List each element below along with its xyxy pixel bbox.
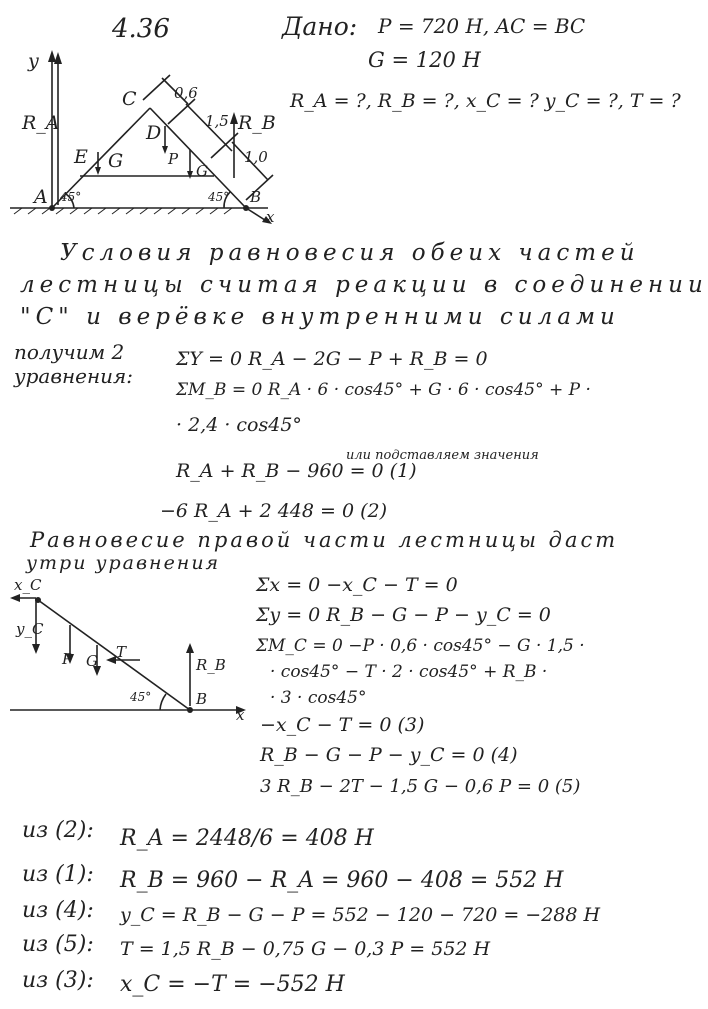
find-list: R_A = ?, R_B = ?, x_C = ? y_C = ?, T = ? bbox=[290, 90, 681, 112]
fig2-rb-label: R_B bbox=[196, 656, 226, 674]
given-label: Дано: bbox=[282, 12, 358, 41]
eq2-sum-y: Σy = 0 R_B − G − P − y_C = 0 bbox=[256, 604, 551, 626]
eq2-sum-x: Σx = 0 −x_C − T = 0 bbox=[256, 574, 458, 596]
conditions-line-4: получим 2 bbox=[14, 340, 125, 364]
equation-1: R_A + R_B − 960 = 0 (1) bbox=[176, 460, 417, 482]
y-axis-label: y bbox=[28, 50, 39, 72]
solution-2: R_A = 2448/6 = 408 H bbox=[120, 826, 374, 851]
eq-sum-mb-cont: · 2,4 · cos45° bbox=[176, 414, 302, 436]
given-g: G = 120 H bbox=[368, 48, 481, 72]
equation-2: −6 R_A + 2 448 = 0 (2) bbox=[160, 500, 388, 522]
b-label: B bbox=[250, 188, 262, 206]
conditions-line-1: Условия равновесия обеих частей bbox=[60, 240, 640, 266]
conditions-line-5: уравнения: bbox=[14, 364, 134, 388]
ra-label: R_A bbox=[22, 112, 60, 134]
fig2-b-label: B bbox=[196, 690, 208, 708]
given-values: P = 720 H, AC = BC bbox=[378, 14, 586, 38]
g-right-label: G bbox=[196, 162, 208, 180]
angle-left: 45° bbox=[60, 190, 82, 204]
solution-3-label: из (3): bbox=[22, 968, 94, 993]
solution-4-label: из (4): bbox=[22, 898, 94, 923]
fig2-g-label: G bbox=[86, 652, 98, 670]
dim-15: 1,5 bbox=[205, 112, 229, 130]
a-label: A bbox=[34, 186, 48, 208]
eq-sum-y: ΣY = 0 R_A − 2G − P + R_B = 0 bbox=[176, 348, 488, 370]
fig2-p-label: P bbox=[62, 650, 73, 668]
p-label: P bbox=[168, 150, 179, 168]
c-label: C bbox=[122, 88, 137, 110]
eq-sum-mb: ΣM_B = 0 R_A · 6 · cos45° + G · 6 · cos45° + P · bbox=[176, 380, 591, 400]
solution-3: x_C = −T = −552 H bbox=[120, 972, 345, 997]
dim-10: 1,0 bbox=[244, 148, 268, 166]
rb-label: R_B bbox=[238, 112, 276, 134]
equation-3: −x_C − T = 0 (3) bbox=[260, 714, 425, 736]
e-label: E bbox=[74, 146, 88, 168]
conditions-line-2: лестницы считая реакции в соединении bbox=[20, 272, 708, 298]
equation-4: R_B − G − P − y_C = 0 (4) bbox=[260, 744, 518, 766]
solution-1-label: из (1): bbox=[22, 862, 94, 887]
solution-2-label: из (2): bbox=[22, 818, 94, 843]
dim-06: 0,6 bbox=[174, 84, 198, 102]
substitute-note: или подставляем значения bbox=[346, 448, 539, 463]
eq2-sum-mc-cont: · cos45° − T · 2 · cos45° + R_B · bbox=[270, 662, 548, 682]
fig2-t-label: T bbox=[116, 643, 127, 661]
d-label: D bbox=[146, 122, 162, 144]
xc-label: x_C bbox=[14, 576, 42, 594]
solution-4: y_C = R_B − G − P = 552 − 120 − 720 = −288 H bbox=[120, 904, 601, 926]
g-left-label: G bbox=[108, 150, 124, 172]
yc-label: y_C bbox=[16, 620, 44, 638]
fig2-x-label: x bbox=[236, 706, 245, 724]
eq2-sum-mc: ΣM_C = 0 −P · 0,6 · cos45° − G · 1,5 · bbox=[256, 636, 585, 656]
right-part-line-1: Равновесие правой части лестницы даст bbox=[30, 528, 619, 552]
equation-5: 3 R_B − 2T − 1,5 G − 0,6 P = 0 (5) bbox=[260, 776, 581, 797]
angle-right: 45° bbox=[208, 190, 230, 204]
x-axis-label: x bbox=[266, 208, 275, 226]
eq2-sum-mc-cont2: · 3 · cos45° bbox=[270, 688, 367, 708]
solution-5: T = 1,5 R_B − 0,75 G − 0,3 P = 552 H bbox=[120, 938, 491, 960]
solution-5-label: из (5): bbox=[22, 932, 94, 957]
solution-1: R_B = 960 − R_A = 960 − 408 = 552 H bbox=[120, 868, 564, 893]
problem-number: 4.36 bbox=[112, 14, 170, 44]
fig2-angle: 45° bbox=[130, 690, 152, 704]
right-part-line-2: утри уравнения bbox=[26, 552, 221, 574]
conditions-line-3: "C" и верёвке внутренними силами bbox=[20, 304, 620, 330]
